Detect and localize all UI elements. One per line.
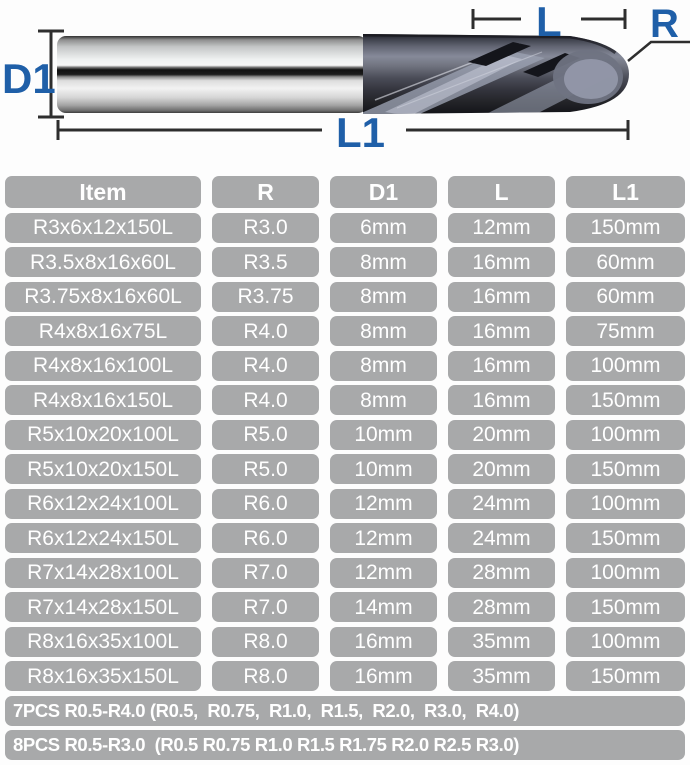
l-cell: 35mm [448,661,555,691]
table-row [5,558,685,588]
l-cell: 35mm [448,627,555,657]
item-cell: R5x10x20x100L [5,420,201,450]
d1-cell: 8mm [330,282,437,312]
column-header-l: L [448,176,555,208]
table-row [5,489,685,519]
d1-cell: 6mm [330,213,437,243]
d1-cell: 8mm [330,316,437,346]
r-cell: R5.0 [212,454,319,484]
l1-cell: 150mm [566,592,685,622]
d1-cell: 8mm [330,351,437,381]
l-cell: 24mm [448,523,555,553]
l-cell: 28mm [448,592,555,622]
table-row [5,523,685,553]
l1-cell: 100mm [566,420,685,450]
l-cell: 24mm [448,489,555,519]
table-row [5,454,685,484]
item-cell: R3.5x8x16x60L [5,247,201,277]
table-row [5,316,685,346]
l-label: L [536,0,562,45]
l1-cell: 150mm [566,523,685,553]
l-cell: 20mm [448,420,555,450]
table-row [5,351,685,381]
l1-cell: 150mm [566,213,685,243]
set-note-8pcs: 8PCS R0.5-R3.0 (R0.5 R0.75 R1.0 R1.5 R1.75 R2.0 R2.5 R3.0) [5,730,685,760]
item-cell: R6x12x24x150L [5,523,201,553]
l1-cell: 100mm [566,558,685,588]
item-cell: R6x12x24x100L [5,489,201,519]
d1-cell: 12mm [330,489,437,519]
item-cell: R8x16x35x100L [5,627,201,657]
r-cell: R6.0 [212,523,319,553]
d1-cell: 10mm [330,420,437,450]
l-cell: 16mm [448,351,555,381]
r-cell: R4.0 [212,385,319,415]
l-cell: 16mm [448,247,555,277]
l1-cell: 150mm [566,661,685,691]
l-cell: 12mm [448,213,555,243]
table-row [5,592,685,622]
table-row [5,385,685,415]
d1-cell: 12mm [330,558,437,588]
r-cell: R3.5 [212,247,319,277]
table-row [5,420,685,450]
r-cell: R7.0 [212,592,319,622]
column-header-l1: L1 [566,176,685,208]
column-header-d1: D1 [330,176,437,208]
item-cell: R4x8x16x75L [5,316,201,346]
table-row [5,627,685,657]
l1-cell: 75mm [566,316,685,346]
l1-cell: 60mm [566,247,685,277]
r-cell: R4.0 [212,316,319,346]
l-cell: 16mm [448,385,555,415]
r-label: R [650,2,679,46]
item-cell: R4x8x16x150L [5,385,201,415]
table-row [5,282,685,312]
item-cell: R5x10x20x150L [5,454,201,484]
d1-cell: 8mm [330,247,437,277]
d1-cell: 8mm [330,385,437,415]
r-cell: R8.0 [212,627,319,657]
l1-label: L1 [336,109,386,156]
endmill-drawing [0,0,690,172]
column-header-r: R [212,176,319,208]
table-row [5,247,685,277]
l-cell: 28mm [448,558,555,588]
l1-cell: 100mm [566,627,685,657]
column-header-item: Item [5,176,201,208]
item-cell: R8x16x35x150L [5,661,201,691]
d1-cell: 12mm [330,523,437,553]
l-cell: 16mm [448,282,555,312]
r-cell: R7.0 [212,558,319,588]
item-cell: R7x14x28x150L [5,592,201,622]
l-cell: 16mm [448,316,555,346]
r-cell: R3.75 [212,282,319,312]
l1-cell: 100mm [566,489,685,519]
d1-cell: 14mm [330,592,437,622]
d1-cell: 16mm [330,661,437,691]
item-cell: R3x6x12x150L [5,213,201,243]
r-cell: R3.0 [212,213,319,243]
set-note-7pcs: 7PCS R0.5-R4.0 (R0.5, R0.75, R1.0, R1.5, R2.0, R3.0, R4.0) [5,696,685,726]
endmill-diagram [0,0,690,172]
spec-table [5,176,685,760]
r-cell: R6.0 [212,489,319,519]
l1-cell: 150mm [566,454,685,484]
l-cell: 20mm [448,454,555,484]
r-cell: R5.0 [212,420,319,450]
table-row [5,661,685,691]
r-cell: R8.0 [212,661,319,691]
table-row [5,213,685,243]
l1-cell: 150mm [566,385,685,415]
item-cell: R3.75x8x16x60L [5,282,201,312]
d1-cell: 10mm [330,454,437,484]
l1-cell: 60mm [566,282,685,312]
l1-cell: 100mm [566,351,685,381]
table-header-row [5,176,685,208]
r-cell: R4.0 [212,351,319,381]
d1-label: D1 [2,55,56,102]
d1-cell: 16mm [330,627,437,657]
item-cell: R4x8x16x100L [5,351,201,381]
item-cell: R7x14x28x100L [5,558,201,588]
shank-body [57,36,367,113]
